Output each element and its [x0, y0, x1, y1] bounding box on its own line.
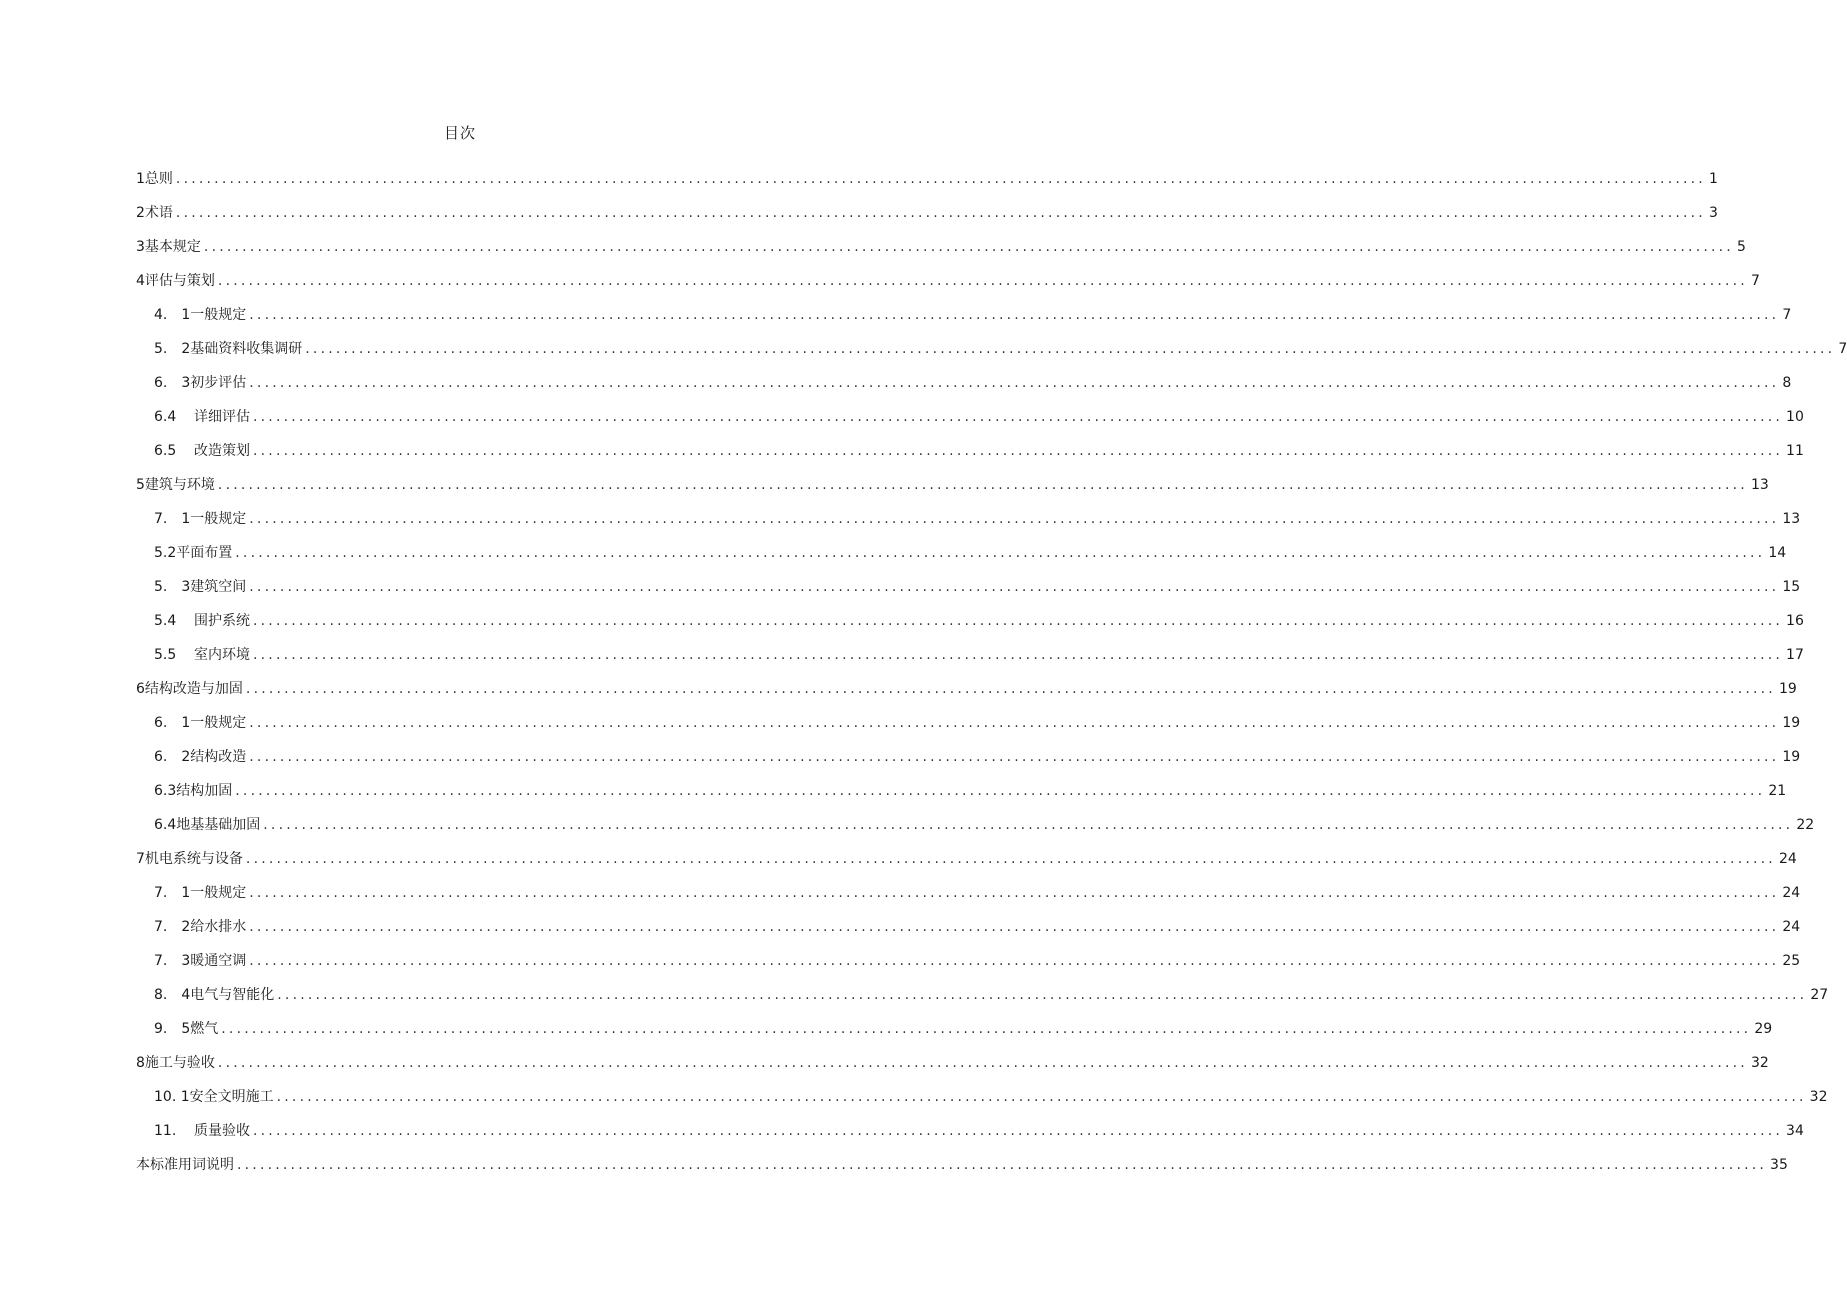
section-number: 8. 4 — [154, 987, 191, 1003]
section-title: 结构改造 — [190, 749, 247, 765]
section-number: 5 — [136, 477, 145, 493]
toc-entry[interactable] — [136, 706, 1801, 740]
section-number: 6. 3 — [154, 375, 191, 391]
section-title: 机电系统与设备 — [144, 851, 243, 867]
toc-entry-label — [154, 944, 246, 978]
page-number: 32 — [1809, 1089, 1828, 1105]
page-number: 32 — [1750, 1055, 1769, 1071]
dot-leader: ........................................................................................................................................................................................................ — [249, 749, 1780, 765]
section-number: 6. 2 — [154, 749, 191, 765]
toc-entry[interactable] — [136, 196, 1718, 230]
section-title: 详细评估 — [194, 409, 250, 425]
toc-entry-label — [154, 570, 246, 604]
dot-leader: ........................................................................................................................................................................................................ — [237, 1157, 1768, 1173]
section-title: 建筑空间 — [190, 579, 247, 595]
section-title: 评估与策划 — [144, 273, 215, 289]
toc-title: 目次 — [443, 124, 476, 142]
toc-entry-label — [136, 1148, 234, 1182]
section-title: 给水排水 — [190, 919, 247, 935]
section-number: 11. — [154, 1123, 177, 1139]
page-number: 11 — [1786, 443, 1804, 459]
dot-leader: ........................................................................................................................................................................................................ — [305, 341, 1836, 357]
section-title: 燃气 — [190, 1021, 219, 1037]
section-number: 2 — [136, 205, 145, 221]
page-number: 35 — [1770, 1157, 1788, 1173]
dot-leader: ........................................................................................................................................................................................................ — [249, 919, 1780, 935]
section-title: 一般规定 — [190, 307, 247, 323]
toc-entry-label — [154, 978, 274, 1012]
section-number: 5. 3 — [154, 579, 191, 595]
toc-entry-label — [154, 1012, 218, 1046]
page-number: 3 — [1708, 205, 1718, 221]
dot-leader: ........................................................................................................................................................................................................ — [221, 1021, 1752, 1037]
toc-entry-label — [136, 162, 173, 196]
page-number: 22 — [1796, 817, 1815, 833]
toc-entry[interactable] — [136, 162, 1718, 196]
section-number: 7. 1 — [154, 511, 191, 527]
dot-leader: ........................................................................................................................................................................................................ — [276, 1089, 1807, 1105]
section-number: 5. 2 — [154, 341, 191, 357]
toc-entry-label — [154, 1114, 250, 1148]
section-number: 6.4 — [154, 409, 177, 425]
dot-leader: ........................................................................................................................................................................................................ — [203, 239, 1734, 255]
page-number: 19 — [1782, 715, 1801, 731]
toc-entry[interactable] — [136, 570, 1801, 604]
toc-entry-label — [136, 230, 201, 264]
toc-entry-label — [154, 332, 302, 366]
page-number: 13 — [1750, 477, 1769, 493]
toc-entry[interactable] — [136, 264, 1760, 298]
page-number: 17 — [1786, 647, 1804, 663]
toc-entry-label — [154, 876, 246, 910]
page-number: 27 — [1810, 987, 1829, 1003]
page-number: 24 — [1778, 851, 1797, 867]
toc-entry[interactable] — [136, 536, 1787, 570]
section-title: 暖通空调 — [190, 953, 247, 969]
toc-entry[interactable] — [136, 876, 1801, 910]
toc-entry-label — [154, 910, 246, 944]
section-title: 地基基础加固 — [176, 817, 261, 833]
page-number: 8 — [1782, 375, 1792, 391]
toc-entry[interactable] — [136, 944, 1801, 978]
toc-entry-label — [154, 434, 250, 468]
page-number: 24 — [1782, 919, 1801, 935]
dot-leader: ........................................................................................................................................................................................................ — [235, 545, 1766, 561]
section-number: 10. 1 — [154, 1089, 190, 1105]
section-title: 围护系统 — [194, 613, 250, 629]
toc-entry[interactable] — [136, 468, 1769, 502]
section-number: 6.5 — [154, 443, 177, 459]
toc-entry[interactable] — [136, 332, 1847, 366]
section-number: 9. 5 — [154, 1021, 191, 1037]
section-title: 一般规定 — [190, 715, 247, 731]
toc-entry-label — [136, 196, 173, 230]
dot-leader: ........................................................................................................................................................................................................ — [217, 1055, 1748, 1071]
toc-entry-label — [154, 808, 260, 842]
toc-entry-label — [136, 842, 243, 876]
section-title: 改造策划 — [194, 443, 250, 459]
toc-entry[interactable] — [136, 502, 1801, 536]
toc-entry-label — [154, 774, 232, 808]
section-title: 基础资料收集调研 — [190, 341, 303, 357]
section-title: 质量验收 — [194, 1123, 250, 1139]
dot-leader: ........................................................................................................................................................................................................ — [217, 273, 1748, 289]
dot-leader: ........................................................................................................................................................................................................ — [253, 1123, 1784, 1139]
dot-leader: ........................................................................................................................................................................................................ — [263, 817, 1794, 833]
dot-leader: ........................................................................................................................................................................................................ — [249, 579, 1780, 595]
toc-entry-label — [136, 1046, 215, 1080]
page-number: 15 — [1782, 579, 1801, 595]
section-title: 室内环境 — [194, 647, 250, 663]
dot-leader: ........................................................................................................................................................................................................ — [253, 409, 1784, 425]
page-number: 14 — [1768, 545, 1787, 561]
toc-entry[interactable] — [136, 434, 1804, 468]
section-title: 结构加固 — [176, 783, 233, 799]
section-title: 基本规定 — [144, 239, 201, 255]
section-number: 5.2 — [154, 545, 177, 561]
toc-entry[interactable] — [136, 808, 1815, 842]
dot-leader: ........................................................................................................................................................................................................ — [253, 443, 1784, 459]
section-number: 6.3 — [154, 783, 177, 799]
toc-entry-label — [154, 740, 246, 774]
page-number: 5 — [1736, 239, 1746, 255]
page-number: 1 — [1708, 171, 1718, 187]
toc-entry-label — [154, 706, 246, 740]
dot-leader: ........................................................................................................................................................................................................ — [249, 885, 1780, 901]
dot-leader: ........................................................................................................................................................................................................ — [217, 477, 1748, 493]
toc-entry[interactable] — [136, 638, 1804, 672]
section-title: 结构改造与加固 — [144, 681, 243, 697]
dot-leader: ........................................................................................................................................................................................................ — [253, 647, 1784, 663]
page-number: 7 — [1750, 273, 1760, 289]
page-number: 29 — [1754, 1021, 1773, 1037]
table-of-contents — [136, 162, 1847, 1182]
toc-entry[interactable] — [136, 366, 1792, 400]
section-number: 6.4 — [154, 817, 177, 833]
toc-entry-label — [154, 604, 250, 638]
section-title: 初步评估 — [190, 375, 247, 391]
section-number: 7 — [136, 851, 145, 867]
toc-entry[interactable] — [136, 1046, 1769, 1080]
toc-entry-label — [154, 638, 250, 672]
section-number: 6. 1 — [154, 715, 191, 731]
section-number: 1 — [136, 171, 145, 187]
toc-entry[interactable] — [136, 978, 1829, 1012]
section-title: 电气与智能化 — [190, 987, 275, 1003]
toc-entry[interactable] — [136, 604, 1804, 638]
section-number: 7. 3 — [154, 953, 191, 969]
page-number: 19 — [1778, 681, 1797, 697]
page-number: 13 — [1782, 511, 1801, 527]
toc-entry-label — [154, 400, 250, 434]
section-number: 5.4 — [154, 613, 177, 629]
section-number: 4 — [136, 273, 145, 289]
toc-entry[interactable] — [136, 400, 1804, 434]
section-title: 一般规定 — [190, 511, 247, 527]
dot-leader: ........................................................................................................................................................................................................ — [245, 681, 1776, 697]
dot-leader: ........................................................................................................................................................................................................ — [175, 171, 1706, 187]
toc-entry-label — [154, 1080, 274, 1114]
dot-leader: ........................................................................................................................................................................................................ — [249, 511, 1780, 527]
section-title: 平面布置 — [176, 545, 233, 561]
section-title: 建筑与环境 — [144, 477, 215, 493]
section-title: 安全文明施工 — [189, 1089, 274, 1105]
dot-leader: ........................................................................................................................................................................................................ — [175, 205, 1706, 221]
section-number: 7. 1 — [154, 885, 191, 901]
section-number: 5.5 — [154, 647, 177, 663]
dot-leader: ........................................................................................................................................................................................................ — [249, 307, 1780, 323]
page-number: 25 — [1782, 953, 1801, 969]
dot-leader: ........................................................................................................................................................................................................ — [249, 953, 1780, 969]
toc-entry-label — [136, 264, 215, 298]
toc-entry[interactable] — [136, 1012, 1773, 1046]
dot-leader: ........................................................................................................................................................................................................ — [277, 987, 1808, 1003]
dot-leader: ........................................................................................................................................................................................................ — [249, 715, 1780, 731]
toc-entry[interactable] — [136, 1148, 1788, 1182]
dot-leader: ........................................................................................................................................................................................................ — [249, 375, 1780, 391]
dot-leader: ........................................................................................................................................................................................................ — [245, 851, 1776, 867]
toc-entry-label — [154, 298, 246, 332]
toc-entry-label — [136, 468, 215, 502]
toc-entry[interactable] — [136, 298, 1792, 332]
section-number: 7. 2 — [154, 919, 191, 935]
toc-entry[interactable] — [136, 842, 1797, 876]
section-number: 8 — [136, 1055, 145, 1071]
toc-entry-label — [154, 502, 246, 536]
section-number: 3 — [136, 239, 145, 255]
section-title: 施工与验收 — [144, 1055, 215, 1071]
dot-leader: ........................................................................................................................................................................................................ — [253, 613, 1784, 629]
toc-entry[interactable] — [136, 740, 1801, 774]
dot-leader: ........................................................................................................................................................................................................ — [235, 783, 1766, 799]
toc-entry[interactable] — [136, 672, 1797, 706]
section-title: 本标准用词说明 — [136, 1157, 234, 1173]
section-number: 6 — [136, 681, 145, 697]
toc-entry[interactable] — [136, 1114, 1804, 1148]
page-number: 21 — [1768, 783, 1787, 799]
toc-entry[interactable] — [136, 1080, 1828, 1114]
toc-entry-label — [154, 366, 246, 400]
page-number: 16 — [1786, 613, 1804, 629]
page-number: 7 — [1782, 307, 1792, 323]
section-title: 术语 — [144, 205, 173, 221]
section-number: 4. 1 — [154, 307, 191, 323]
toc-entry-label — [154, 536, 232, 570]
toc-entry[interactable] — [136, 910, 1801, 944]
page-number: 19 — [1782, 749, 1801, 765]
page-number: 10 — [1786, 409, 1804, 425]
section-title: 总则 — [144, 171, 173, 187]
page-number: 24 — [1782, 885, 1801, 901]
toc-entry[interactable] — [136, 230, 1746, 264]
page-number: 7 — [1838, 341, 1847, 357]
page-number: 34 — [1786, 1123, 1804, 1139]
toc-entry-label — [136, 672, 243, 706]
toc-entry[interactable] — [136, 774, 1787, 808]
section-title: 一般规定 — [190, 885, 247, 901]
